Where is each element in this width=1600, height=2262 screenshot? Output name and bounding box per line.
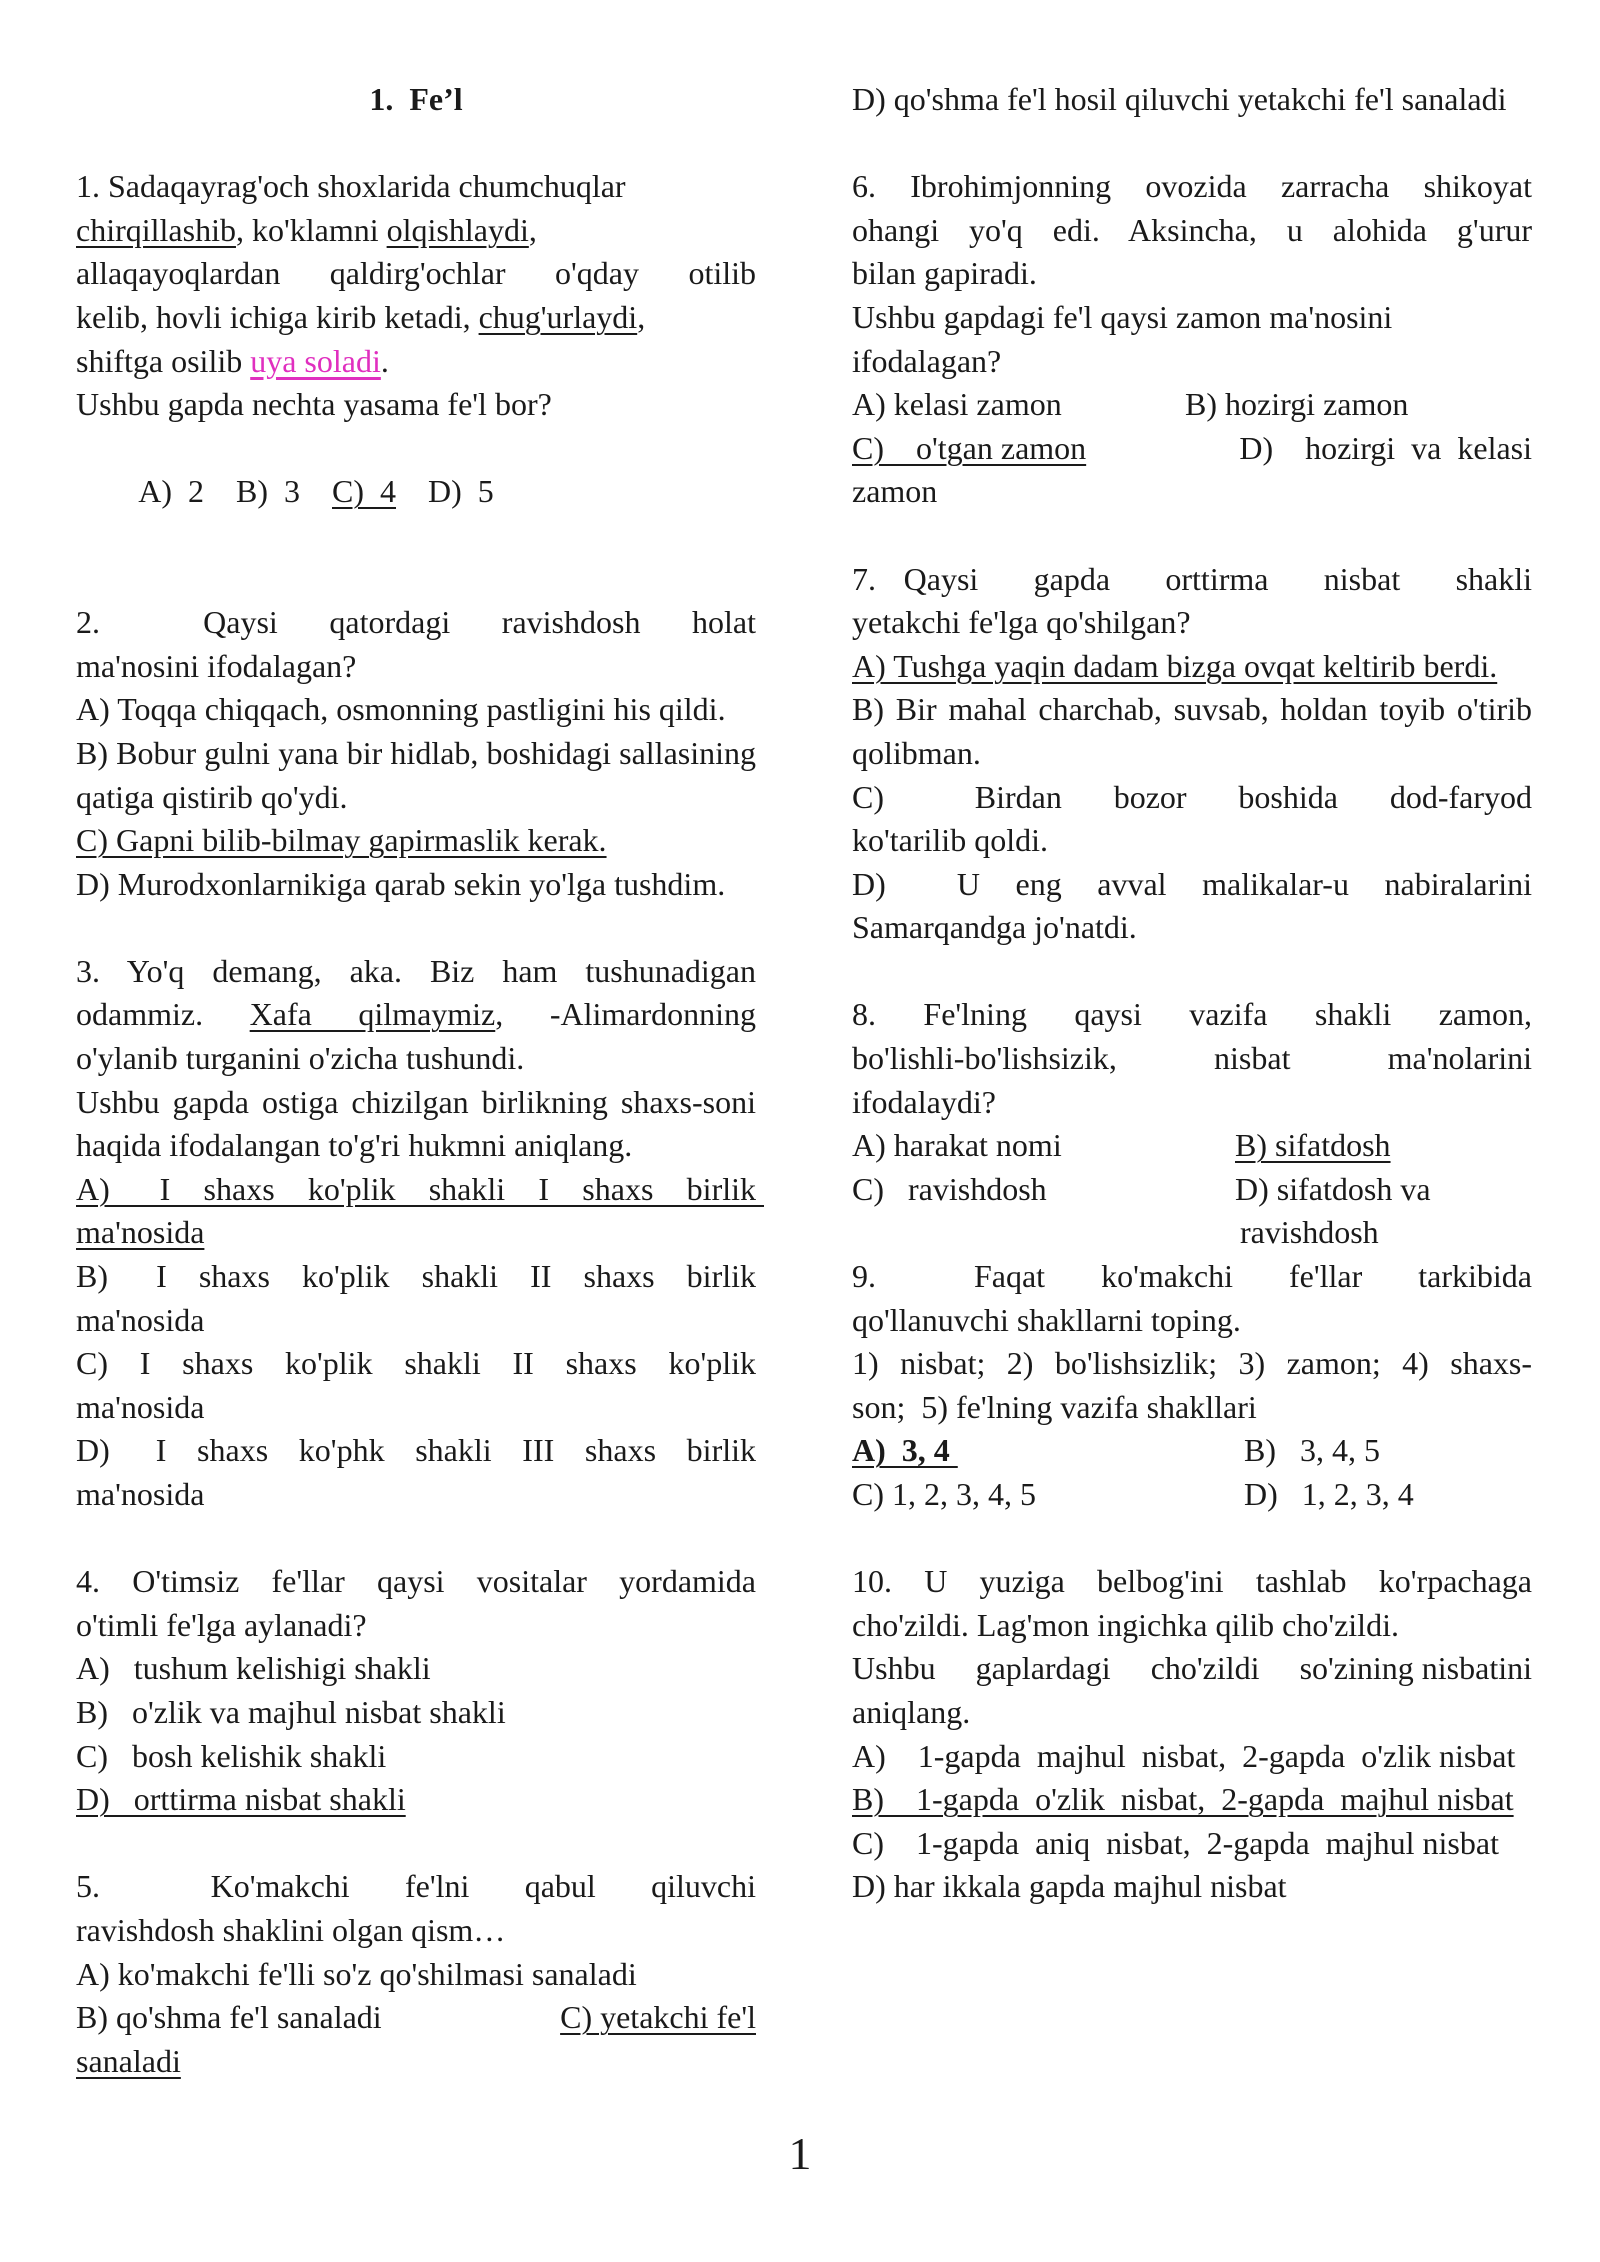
q6-options-a-b — [852, 383, 1532, 427]
q3-option-c: C) I shaxs ko'plik shakli II shaxs ko'plik ma'nosida — [76, 1345, 764, 1425]
question-5 — [76, 1865, 756, 2083]
q2-line-1: 2. Qaysi qatordagi ravishdosh holat — [76, 604, 756, 641]
q9-options-c-d — [852, 1473, 1532, 1517]
q9-line-1: 9. Faqat ko'makchi fe'llar tarkibida — [852, 1258, 1532, 1295]
q8-line-2: bo'lishli-bo'lishsizik, nisbat ma'nolarini — [852, 1040, 1532, 1077]
q8-line-1: 8. Fe'lning qaysi vazifa shakli zamon, — [852, 996, 1532, 1033]
q10-option-c: C) 1-gapda aniq nisbat, 2-gapda majhul nisbat — [852, 1824, 1499, 1861]
section-heading: Fe’l — [409, 81, 463, 117]
q4-option-d-answer: D) orttirma nisbat shakli — [76, 1781, 406, 1818]
q1-text-3: , — [528, 211, 537, 248]
q9-option-c: C) 1, 2, 3, 4, 5 — [852, 1476, 1036, 1512]
q2-line-2: ma'nosini ifodalagan? — [76, 647, 357, 684]
q3-question: Ushbu gapda ostiga chizilgan birlikning shaxs-soni haqida ifodalangan to'g'ri hukmni aniqlang. — [76, 1083, 756, 1164]
q1-line-1: 1. Sadaqayrag'och shoxlarida chumchuqlar — [76, 168, 626, 205]
q8-option-b-answer: B) sifatdosh — [1235, 1127, 1391, 1164]
q6-option-d: D) hozirgi va kelasi — [1239, 429, 1532, 466]
q9-option-b: B) 3, 4, 5 — [1244, 1432, 1380, 1469]
page-number: 1 — [788, 2128, 812, 2179]
question-1 — [76, 165, 756, 557]
q7-line-2: yetakchi fe'lga qo'shilgan? — [852, 604, 1191, 641]
question-3 — [76, 950, 764, 1517]
q1-text-2: , ko'klamni — [235, 211, 387, 248]
q5-option-d: D) qo'shma fe'l hosil qiluvchi yetakchi fe'l sanaladi — [852, 81, 1507, 117]
q3-option-a-answer: A) I shaxs ko'plik shakli I shaxs birlik ma'nosida — [76, 1170, 764, 1251]
q1-line-5 — [76, 340, 756, 384]
q9-line-2: qo'llanuvchi shakllarni toping. — [852, 1301, 1241, 1338]
q9-option-a-answer: A) 3, 4 — [852, 1432, 958, 1469]
q7-option-c: C) Birdan bozor boshida dod-faryod ko'tarilib qoldi. — [852, 778, 1540, 859]
q4-option-c: C) bosh kelishik shakli — [76, 1737, 387, 1774]
q5-options-b-c — [76, 1996, 756, 2040]
q7-line-1: 7. Qaysi gapda orttirma nisbat shakli — [852, 560, 1532, 597]
left-column — [76, 78, 764, 2083]
q1-text-5: kelib, hovli ichiga kirib ketadi, — [76, 298, 479, 335]
q3-text-b: , -Alimardonning — [495, 996, 757, 1033]
question-4 — [76, 1560, 756, 1822]
q1-text-6: , — [637, 298, 646, 335]
q9-options-a-b — [852, 1429, 1532, 1473]
q7-option-b: B) Bir mahal charchab, suvsab, holdan toyib o'tirib qolibman. — [852, 691, 1532, 771]
q1-underlined-1: chirqillashib — [76, 211, 236, 248]
right-column — [852, 78, 1540, 1909]
q1-line-4 — [76, 296, 756, 340]
q3-option-b: B) I shaxs ko'plik shakli II shaxs birlik ma'nosida — [76, 1258, 764, 1338]
q7-option-a-answer: A) Tushga yaqin dadam bizga ovqat keltirib berdi. — [852, 647, 1498, 684]
q1-option-d: D) 5 — [428, 473, 494, 510]
q1-option-b: B) 3 — [236, 473, 300, 510]
q1-highlighted-link: uya soladi — [250, 342, 381, 379]
question-5-continued — [852, 78, 1532, 122]
q8-options-c-d — [852, 1168, 1532, 1212]
q4-option-d-wrap — [76, 1778, 756, 1822]
q1-text-8: . — [380, 342, 389, 379]
question-10 — [852, 1560, 1540, 1909]
q3-line-1: 3. Yo'q demang, aka. Biz ham tushunadigan — [76, 952, 756, 989]
q2-option-a: A) Toqqa chiqqach, osmonning pastligini his qildi. — [76, 691, 726, 728]
question-9 — [852, 1255, 1532, 1517]
q1-options — [76, 427, 756, 558]
section-title — [76, 78, 756, 122]
q6-line-1: 6. Ibrohimjonning ovozida zarracha shikoyat — [852, 168, 1532, 205]
q1-option-a: A) 2 — [138, 473, 204, 510]
question-6 — [852, 165, 1532, 514]
q4-line-2: o'timli fe'lga aylanadi? — [76, 1606, 367, 1643]
q8-options-a-b — [852, 1124, 1532, 1168]
q3-option-d: D) I shaxs ko'phk shakli III shaxs birlik ma'nosida — [76, 1432, 764, 1512]
q10-option-b-answer: B) 1-gapda o'zlik nisbat, 2-gapda majhul nisbat — [852, 1781, 1514, 1818]
q6-options-c-d — [852, 427, 1532, 471]
q1-line-3: allaqayoqlardan qaldirg'ochlar o'qday otilib — [76, 255, 756, 292]
q6-option-a: A) kelasi zamon — [852, 386, 1062, 423]
q9-line-4: son; 5) fe'lning vazifa shakllari — [852, 1388, 1257, 1425]
q10-option-d: D) har ikkala gapda majhul nisbat — [852, 1868, 1287, 1905]
q5-line-1: 5. Ko'makchi fe'lni qabul qiluvchi — [76, 1868, 756, 1905]
q1-option-c-answer: C) 4 — [332, 473, 396, 510]
q8-option-d: D) sifatdosh va — [1235, 1170, 1431, 1207]
q8-option-c: C) ravishdosh — [852, 1170, 1047, 1207]
q6-option-d-cont: zamon — [852, 473, 938, 510]
q5-option-c-answer-cont: sanaladi — [76, 2042, 181, 2079]
q1-underlined-2: olqishlaydi — [386, 211, 529, 248]
q10-question: Ushbu gaplardagi cho'zildi so'zining nisbatini aniqlang. — [852, 1650, 1540, 1730]
q8-option-d-cont-wrap — [852, 1211, 1532, 1255]
q2-option-d: D) Murodxonlarnikiga qarab sekin yo'lga tushdim. — [76, 865, 726, 902]
q4-option-a: A) tushum kelishigi shakli — [76, 1650, 431, 1687]
q4-line-1: 4. O'timsiz fe'llar qaysi vositalar yordamida — [76, 1563, 756, 1600]
q5-option-c-answer: C) yetakchi fe'l — [560, 1999, 756, 2036]
q1-line-2 — [76, 209, 756, 253]
q1-question: Ushbu gapda nechta yasama fe'l bor? — [76, 386, 552, 423]
q7-option-d: D) U eng avval malikalar-u nabiralarini Samarqandga jo'natdi. — [852, 865, 1540, 946]
q1-text-7: shiftga osilib — [76, 342, 251, 379]
question-8 — [852, 993, 1532, 1255]
q8-line-3: ifodalaydi? — [852, 1083, 996, 1120]
q6-option-c-answer: C) o'tgan zamon — [852, 429, 1087, 466]
q3-underlined: Xafa qilmaymiz — [249, 996, 496, 1033]
q3-line-2 — [76, 993, 756, 1037]
q8-option-d-cont: ravishdosh — [1240, 1214, 1379, 1251]
q8-option-a: A) harakat nomi — [852, 1127, 1062, 1164]
q10-line-2: cho'zildi. Lag'mon ingichka qilib cho'zildi. — [852, 1606, 1399, 1643]
q3-text-a: odammiz. — [76, 996, 250, 1033]
q6-option-b: B) hozirgi zamon — [1185, 386, 1409, 423]
q2-option-c-answer: C) Gapni bilib-bilmay gapirmaslik kerak. — [76, 822, 607, 859]
q5-option-c-cont — [76, 2040, 756, 2084]
q9-option-d: D) 1, 2, 3, 4 — [1244, 1476, 1414, 1512]
section-number: 1. — [369, 81, 394, 117]
q6-line-3: bilan gapiradi. — [852, 255, 1037, 292]
q5-option-b: B) qo'shma fe'l sanaladi — [76, 1999, 382, 2036]
q6-question: Ushbu gapdagi fe'l qaysi zamon ma'nosini ifodalagan? — [852, 298, 1393, 379]
q9-line-3: 1) nisbat; 2) bo'lishsizlik; 3) zamon; 4) shaxs- — [852, 1345, 1532, 1382]
q5-line-2: ravishdosh shaklini olgan qism… — [76, 1911, 506, 1948]
question-7 — [852, 558, 1540, 950]
q10-option-a: A) 1-gapda majhul nisbat, 2-gapda o'zlik nisbat — [852, 1737, 1516, 1774]
q4-option-b: B) o'zlik va majhul nisbat shakli — [76, 1693, 506, 1730]
q2-option-b: B) Bobur gulni yana bir hidlab, boshidagi sallasining qatiga qistirib qo'ydi. — [76, 734, 756, 815]
question-2 — [76, 601, 756, 906]
q1-underlined-3: chug'urlaydi — [478, 298, 638, 335]
q5-option-a: A) ko'makchi fe'lli so'z qo'shilmasi sanaladi — [76, 1955, 637, 1992]
q6-line-2: ohangi yo'q edi. Aksincha, u alohida g'urur — [852, 211, 1532, 248]
q3-line-3: o'ylanib turganini o'zicha tushundi. — [76, 1040, 525, 1077]
q2-option-c-wrap — [76, 819, 756, 863]
q10-line-1: 10. U yuziga belbog'ini tashlab ko'rpachaga — [852, 1563, 1532, 1600]
